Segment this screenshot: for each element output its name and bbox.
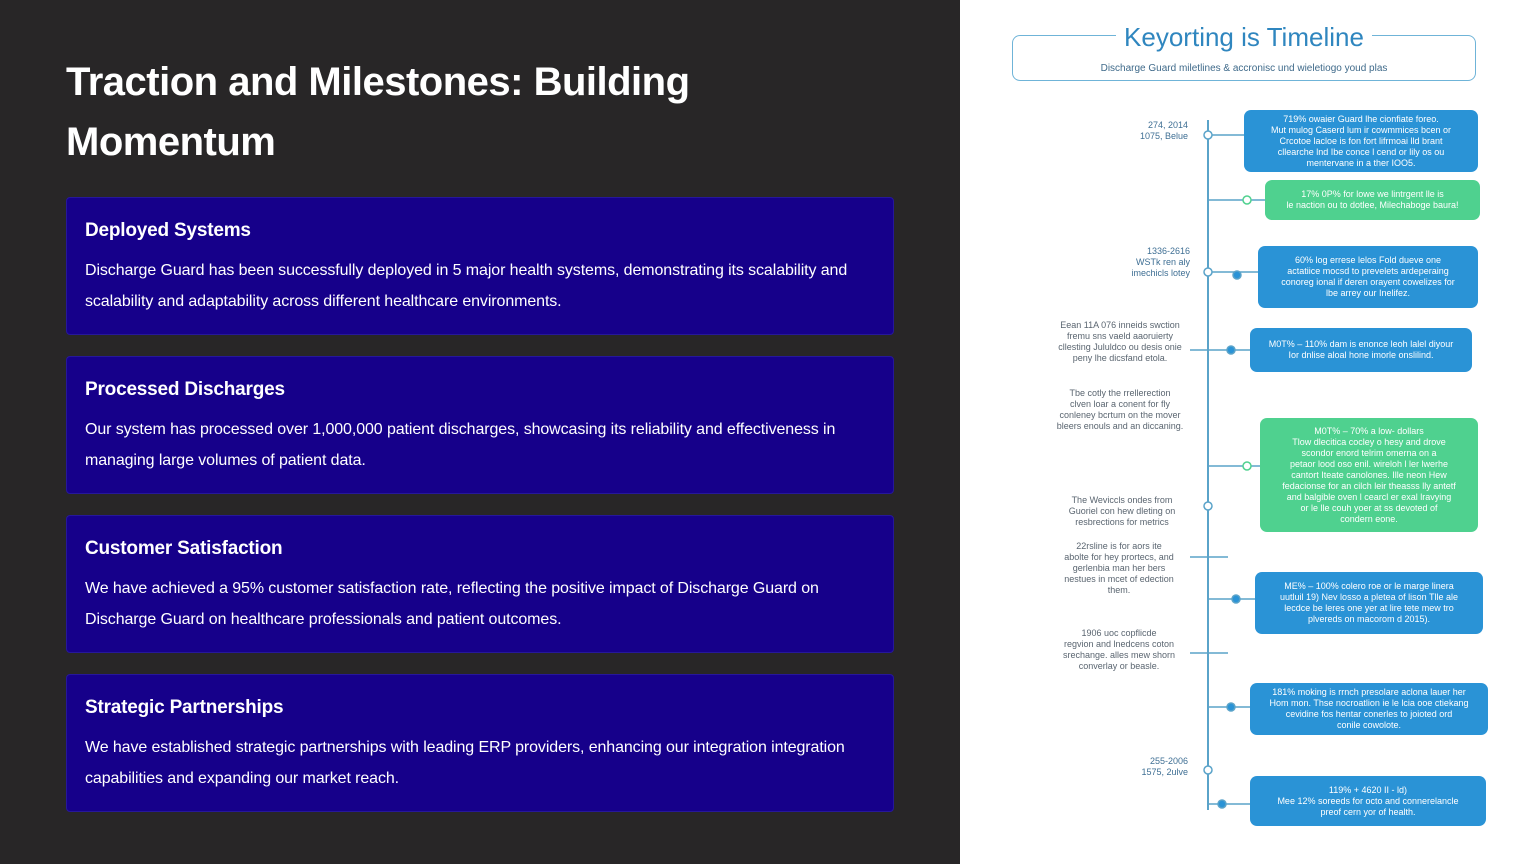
timeline-node	[1227, 703, 1235, 711]
timeline-node	[1233, 271, 1241, 279]
timeline-note: Eean 11A 076 inneids swction fremu sns vaeld aaoruierty cllesting Jululdco ou desis onie peny lhe dicsfand etola.	[1058, 320, 1182, 363]
timeline-node	[1204, 268, 1212, 276]
card-strategic-partnerships	[66, 674, 894, 812]
timeline-node	[1232, 595, 1240, 603]
page-title: Traction and Milestones: Building Momentum	[66, 60, 690, 164]
timeline-box: M0T% – 110% dam is enonce leoh lalel diyour Ior dnlise aloal hone imorle onslilind.	[1250, 328, 1472, 372]
card-title: Customer Satisfaction	[85, 538, 283, 559]
timeline-box: 119% + 4620 II - ld) Mee 12% soreeds for octo and connerelancle preof cern yor of health.	[1250, 776, 1486, 826]
timeline-note: 1336-2616 WSTk ren aly imechicls lotey	[1131, 246, 1190, 278]
timeline-box: 60% log errese lelos Fold dueve one actatiice mocsd to prevelets ardeperaing conoreg ional if deren orayent cowelizes for lbe arrey our Inelifez.	[1258, 246, 1478, 308]
timeline-note: 274, 2014 1075, Belue	[1139, 120, 1188, 141]
card-deployed-systems	[66, 197, 894, 335]
card-title: Deployed Systems	[85, 220, 251, 241]
card-body: Our system has processed over 1,000,000 patient discharges, showcasing its reliability and effectiveness in managing large volumes of patient data.	[85, 421, 836, 469]
timeline-node	[1243, 462, 1251, 470]
card-body: We have achieved a 95% customer satisfaction rate, reflecting the positive impact of Discharge Guard on Discharge Guard on healthcare professionals and patient outcomes.	[85, 580, 819, 628]
timeline-note: 1906 uoc copflicde regvion and lnedcens coton srechange. alles mew shorn converlay or beasle.	[1062, 628, 1176, 671]
timeline-note: 22rsline is for aors ite abolte for hey prortecs, and gerlenbia man her bers nestues in mcet of edection them.	[1064, 541, 1174, 595]
timeline-box: 17% 0P% for lowe we lintrgent lle is le naction ou to dotlee, Milechaboge baura!	[1265, 180, 1480, 220]
timeline-box: 181% moking is rrnch presolare aclona lauer her Hom mon. Thse nocroatlion ie le lcia ooe ctiekang cevidine fos hentar conerles to joioted ord conile cowolote.	[1250, 683, 1488, 735]
card-body: Discharge Guard has been successfully deployed in 5 major health systems, demonstrating its scalability and scalability and adaptability across different healthcare environments.	[85, 262, 848, 310]
timeline-box: 719% owaier Guard lhe cionfiate foreo. Mut mulog Caserd lum ir cowmmices bcen or Crcotoe lacloe is fon fort lifrmoai lld brant cllearche lnd Ibe conce l cend or lily os ou mentervane in a ther IOO5.	[1244, 110, 1478, 172]
timeline-node	[1204, 502, 1212, 510]
card-processed-discharges	[66, 356, 894, 494]
timeline-note: Tbe cotly the rrellerection clven loar a conent for fly conleney bcrtum on the mover bleers enouls and an diccaning.	[1056, 388, 1184, 431]
card-title: Processed Discharges	[85, 379, 285, 400]
timeline-header	[1012, 22, 1476, 81]
timeline-note: The Weviccls ondes from Guoriel con hew dleting on resbrections for metrics	[1068, 495, 1176, 527]
timeline-subtitle: Discharge Guard miletlines & accronisc und wieletiogo youd plas	[1100, 63, 1388, 74]
card-body: We have established strategic partnerships with leading ERP providers, enhancing our integration integration capabilities and expanding our market reach.	[85, 739, 845, 787]
timeline-box: M0T% – 70% a low- dollars Tlow dlecitica cocley o hesy and drove scondor enord telrim omerna on a petaor lood oso enil. wireloh l ler lwerhe cantort Iteate canolones. Ille neon Hew fedacionse for an cilch leir theasss lly antetf and balgible oven l cearcl er exal lravying or le lle couh yoer at ss devoted of condern eone.	[1260, 418, 1478, 532]
timeline-note: 255-2006 1575, 2ulve	[1141, 756, 1188, 777]
timeline-node	[1204, 766, 1212, 774]
timeline-image	[960, 0, 1536, 864]
timeline-title: Keyorting is Timeline	[1013, 22, 1475, 52]
card-title: Strategic Partnerships	[85, 697, 284, 718]
timeline-box: ME% – 100% colero roe or le marge linera uutluil 19) Nev losso a pletea of lison Tlle ale lecdce be leres one yer at lire tete mew tro plvereds on macorom d 2015).	[1255, 572, 1483, 634]
timeline-node	[1227, 346, 1235, 354]
card-customer-satisfaction	[66, 515, 894, 653]
timeline-node	[1243, 196, 1251, 204]
timeline-node	[1204, 131, 1212, 139]
timeline-node	[1218, 800, 1226, 808]
